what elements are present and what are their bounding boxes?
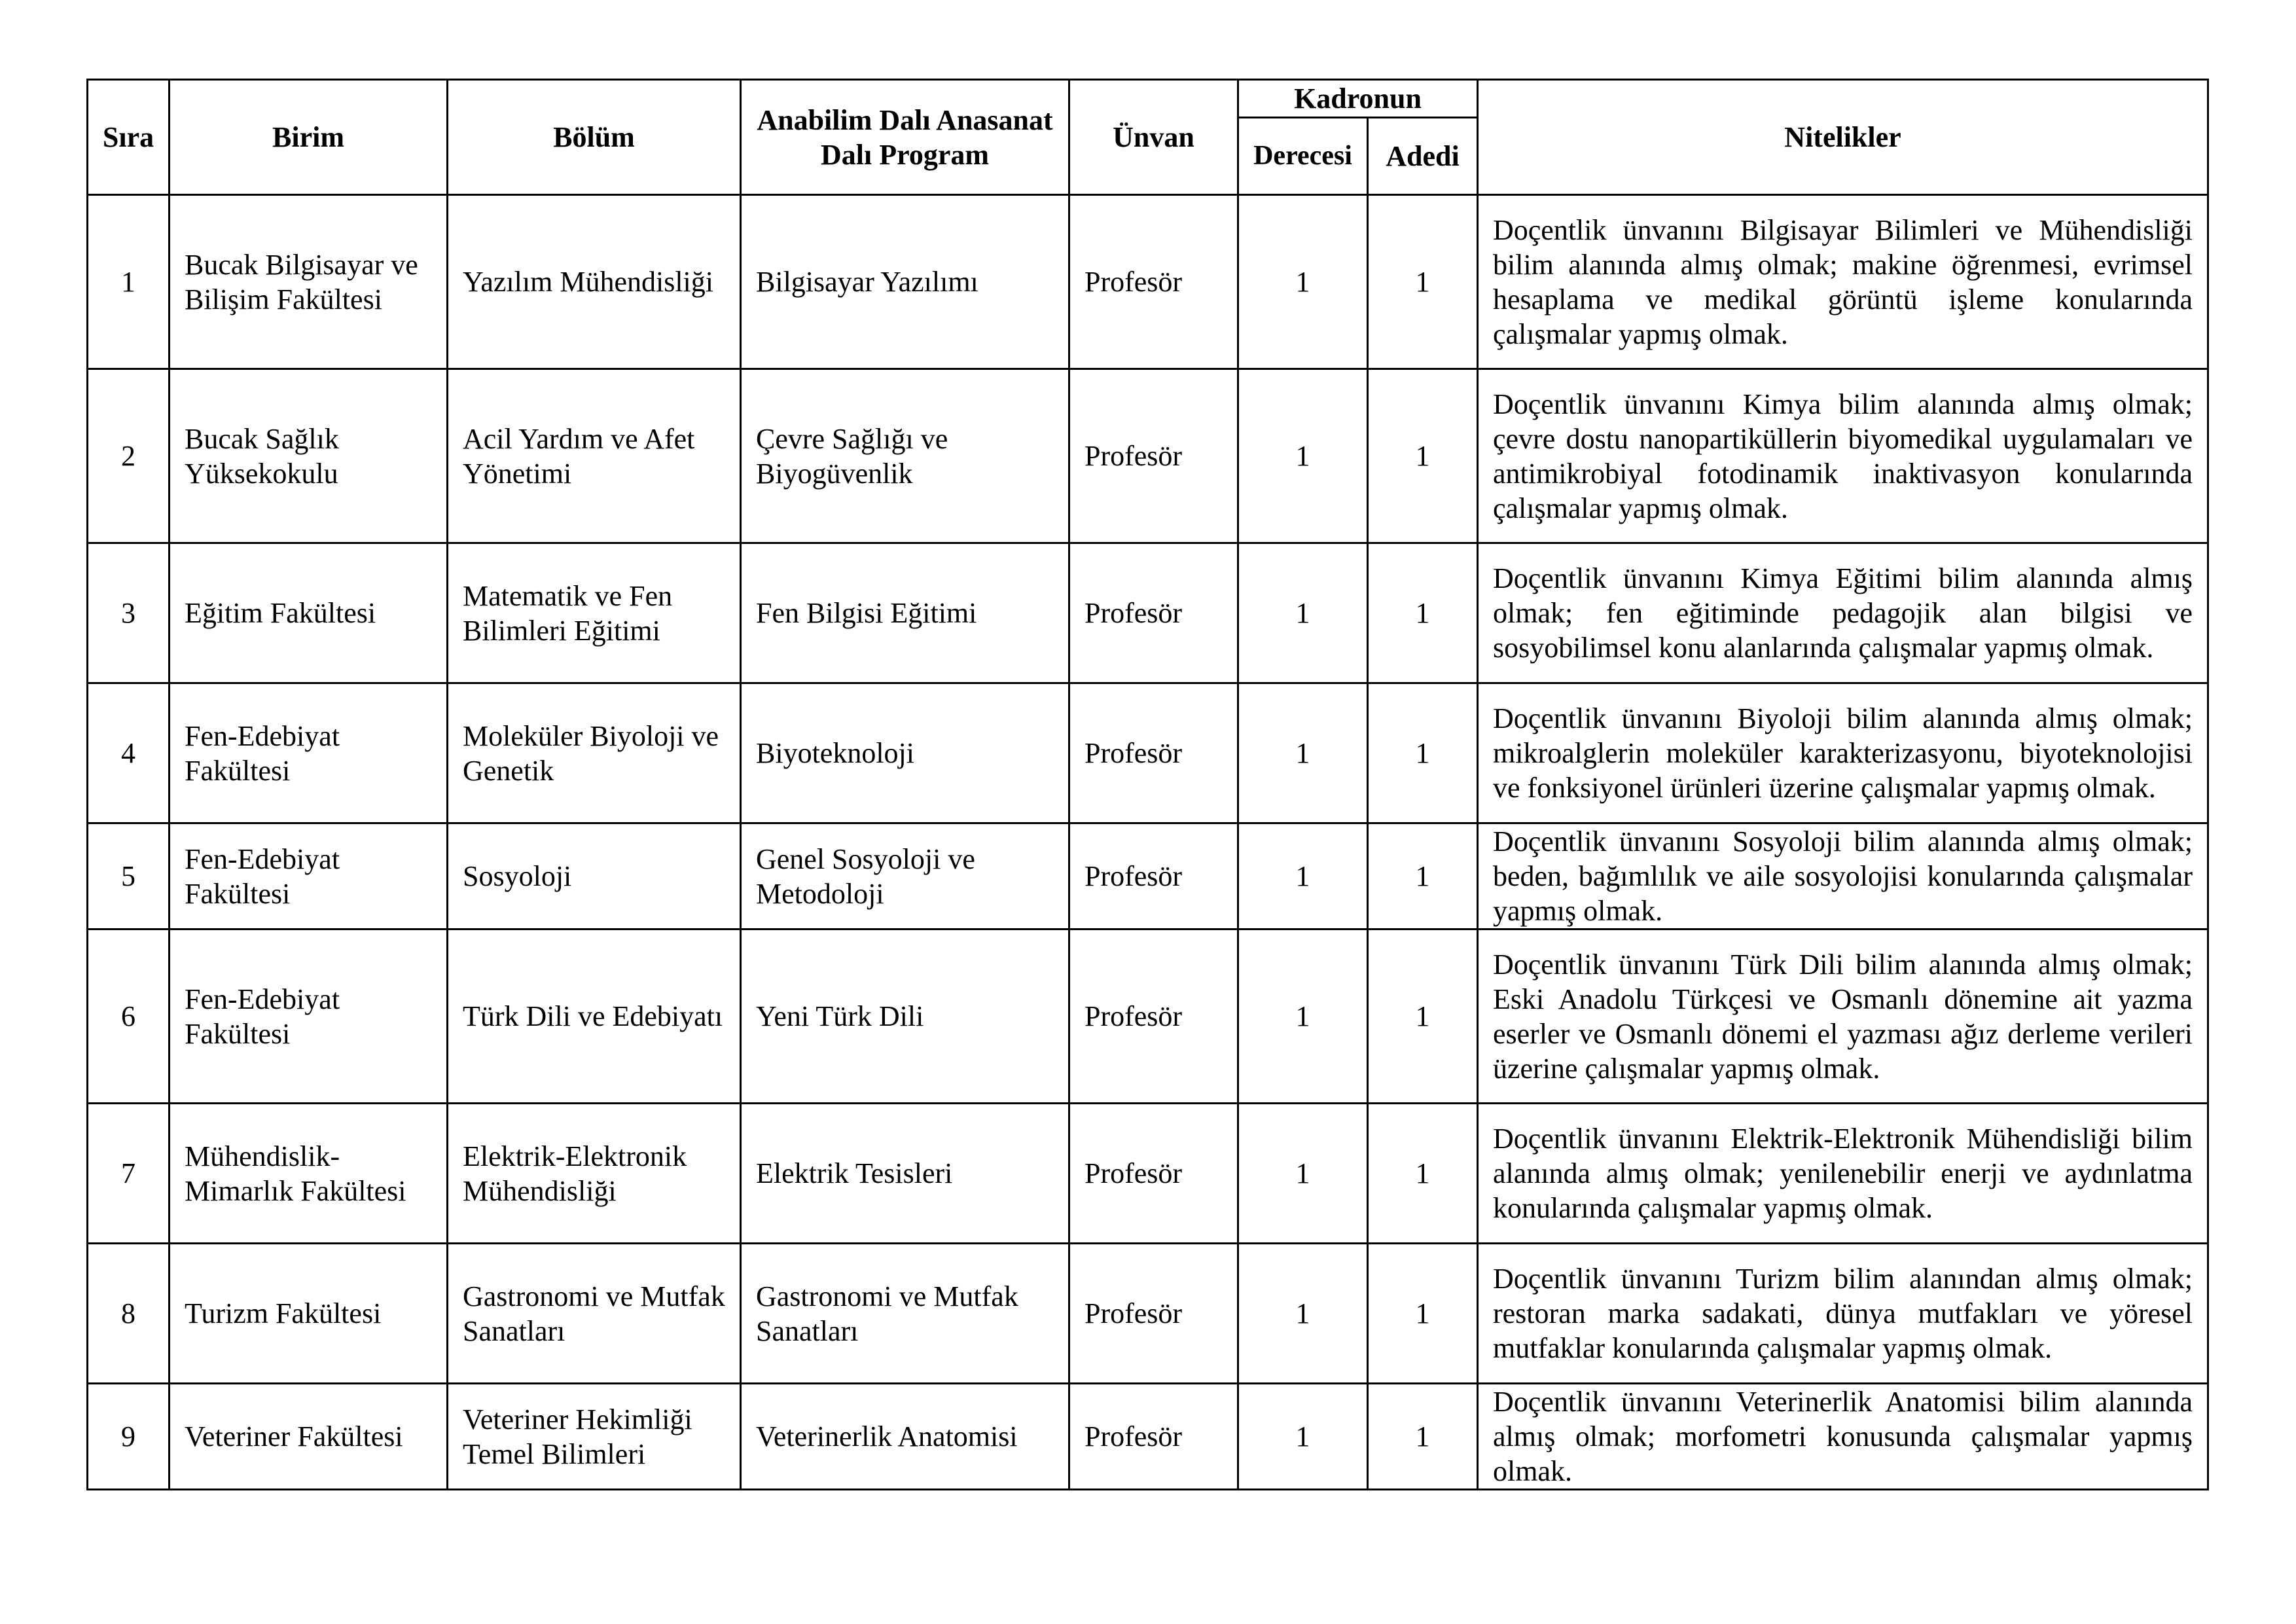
cell-birim: Fen-Edebiyat Fakültesi [170,823,448,929]
cell-birim: Turizm Fakültesi [170,1244,448,1384]
cell-bolum: Moleküler Biyoloji ve Genetik [448,683,741,823]
cell-birim: Bucak Sağlık Yüksekokulu [170,369,448,543]
cell-derecesi: 1 [1238,1384,1368,1490]
cell-sira: 5 [88,823,170,929]
cell-unvan: Profesör [1069,929,1238,1104]
table-body [88,195,2208,1490]
table-row [88,683,2208,823]
header-derecesi: Derecesi [1238,118,1368,195]
cell-sira: 9 [88,1384,170,1490]
header-sira: Sıra [88,80,170,195]
table-row [88,543,2208,683]
cell-bolum: Matematik ve Fen Bilimleri Eğitimi [448,543,741,683]
cell-adedi: 1 [1368,1384,1478,1490]
cell-unvan: Profesör [1069,1104,1238,1244]
cell-birim: Mühendislik-Mimarlık Fakültesi [170,1104,448,1244]
cell-anabilim: Veterinerlik Anatomisi [741,1384,1069,1490]
cell-adedi: 1 [1368,369,1478,543]
document-page [86,79,2207,1490]
cell-derecesi: 1 [1238,823,1368,929]
cell-nitelikler: Doçentlik ünvanını Veterinerlik Anatomisi bilim alanında almış olmak; morfometri konusunda çalışmalar yapmış olmak. [1478,1384,2208,1490]
cell-bolum: Yazılım Mühendisliği [448,195,741,369]
cell-sira: 1 [88,195,170,369]
header-unvan: Ünvan [1069,80,1238,195]
cell-anabilim: Elektrik Tesisleri [741,1104,1069,1244]
cell-nitelikler: Doçentlik ünvanını Sosyoloji bilim alanında almış olmak; beden, bağımlılık ve aile sosyolojisi konularında çalışmalar yapmış olmak. [1478,823,2208,929]
cell-adedi: 1 [1368,929,1478,1104]
cell-unvan: Profesör [1069,1384,1238,1490]
cell-anabilim: Çevre Sağlığı ve Biyogüvenlik [741,369,1069,543]
cell-adedi: 1 [1368,683,1478,823]
cell-adedi: 1 [1368,1104,1478,1244]
cell-unvan: Profesör [1069,1244,1238,1384]
table-row [88,195,2208,369]
cell-bolum: Veteriner Hekimliği Temel Bilimleri [448,1384,741,1490]
table-row [88,369,2208,543]
cell-sira: 6 [88,929,170,1104]
cell-bolum: Sosyoloji [448,823,741,929]
cell-bolum: Acil Yardım ve Afet Yönetimi [448,369,741,543]
cell-adedi: 1 [1368,823,1478,929]
header-birim: Birim [170,80,448,195]
cell-unvan: Profesör [1069,823,1238,929]
cell-derecesi: 1 [1238,929,1368,1104]
cell-bolum: Elektrik-Elektronik Mühendisliği [448,1104,741,1244]
cell-sira: 4 [88,683,170,823]
cell-adedi: 1 [1368,543,1478,683]
table-row [88,823,2208,929]
cell-derecesi: 1 [1238,195,1368,369]
cell-unvan: Profesör [1069,683,1238,823]
table-row [88,1244,2208,1384]
cell-birim: Fen-Edebiyat Fakültesi [170,929,448,1104]
cell-derecesi: 1 [1238,369,1368,543]
cell-anabilim: Bilgisayar Yazılımı [741,195,1069,369]
cell-unvan: Profesör [1069,369,1238,543]
table-header [88,80,2208,195]
cell-nitelikler: Doçentlik ünvanını Turizm bilim alanından almış olmak; restoran marka sadakati, dünya mutfakları ve yöresel mutfaklar konularında çalışmalar yapmış olmak. [1478,1244,2208,1384]
cell-adedi: 1 [1368,195,1478,369]
cell-bolum: Gastronomi ve Mutfak Sanatları [448,1244,741,1384]
cell-anabilim: Biyoteknoloji [741,683,1069,823]
cell-adedi: 1 [1368,1244,1478,1384]
cell-derecesi: 1 [1238,1244,1368,1384]
cell-birim: Veteriner Fakültesi [170,1384,448,1490]
table-row [88,1104,2208,1244]
cell-nitelikler: Doçentlik ünvanını Bilgisayar Bilimleri ve Mühendisliği bilim alanında almış olmak; makine öğrenmesi, evrimsel hesaplama ve medikal görüntü işleme konularında çalışmalar yapmış olmak. [1478,195,2208,369]
table-row [88,929,2208,1104]
cell-sira: 7 [88,1104,170,1244]
cell-birim: Bucak Bilgisayar ve Bilişim Fakültesi [170,195,448,369]
header-adedi: Adedi [1368,118,1478,195]
cell-nitelikler: Doçentlik ünvanını Türk Dili bilim alanında almış olmak; Eski Anadolu Türkçesi ve Osmanlı dönemine ait yazma eserler ve Osmanlı dönemi el yazması ağız derleme verileri üzerine çalışmalar yapmış olmak. [1478,929,2208,1104]
cell-bolum: Türk Dili ve Edebiyatı [448,929,741,1104]
header-anabilim: Anabilim Dalı Anasanat Dalı Program [741,80,1069,195]
cell-nitelikler: Doçentlik ünvanını Elektrik-Elektronik Mühendisliği bilim alanında almış olmak; yenilenebilir enerji ve aydınlatma konularında çalışmalar yapmış olmak. [1478,1104,2208,1244]
cell-unvan: Profesör [1069,543,1238,683]
cell-derecesi: 1 [1238,683,1368,823]
cell-sira: 8 [88,1244,170,1384]
cell-sira: 3 [88,543,170,683]
cell-nitelikler: Doçentlik ünvanını Kimya bilim alanında almış olmak; çevre dostu nanopartiküllerin biyomedikal uygulamaları ve antimikrobiyal fotodinamik inaktivasyon konularında çalışmalar yapmış olmak. [1478,369,2208,543]
header-kadronun: Kadronun [1238,80,1478,118]
cell-derecesi: 1 [1238,1104,1368,1244]
cell-anabilim: Fen Bilgisi Eğitimi [741,543,1069,683]
cell-anabilim: Gastronomi ve Mutfak Sanatları [741,1244,1069,1384]
cell-anabilim: Yeni Türk Dili [741,929,1069,1104]
positions-table [86,79,2209,1490]
cell-birim: Fen-Edebiyat Fakültesi [170,683,448,823]
table-row [88,1384,2208,1490]
cell-nitelikler: Doçentlik ünvanını Kimya Eğitimi bilim alanında almış olmak; fen eğitiminde pedagojik alan bilgisi ve sosyobilimsel konu alanlarında çalışmalar yapmış olmak. [1478,543,2208,683]
cell-sira: 2 [88,369,170,543]
cell-unvan: Profesör [1069,195,1238,369]
cell-nitelikler: Doçentlik ünvanını Biyoloji bilim alanında almış olmak; mikroalglerin moleküler karakterizasyonu, biyoteknolojisi ve fonksiyonel ürünleri üzerine çalışmalar yapmış olmak. [1478,683,2208,823]
cell-birim: Eğitim Fakültesi [170,543,448,683]
header-bolum: Bölüm [448,80,741,195]
cell-anabilim: Genel Sosyoloji ve Metodoloji [741,823,1069,929]
cell-derecesi: 1 [1238,543,1368,683]
header-nitelikler: Nitelikler [1478,80,2208,195]
